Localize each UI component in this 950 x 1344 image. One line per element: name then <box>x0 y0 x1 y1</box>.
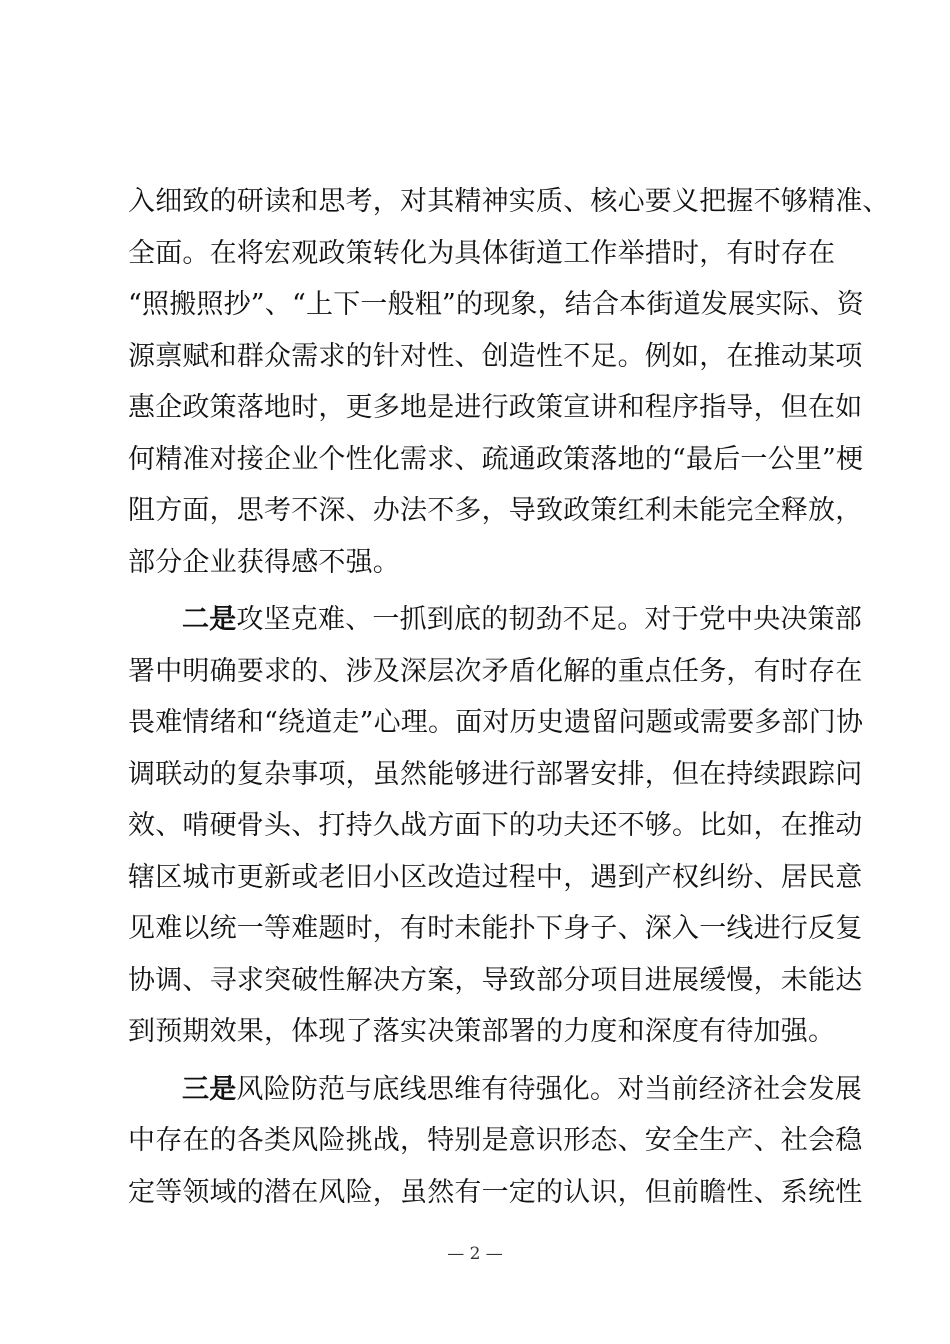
text-line: 协调、寻求突破性解决方案，导致部分项目进展缓慢，未能达 <box>128 964 863 996</box>
text-run: 风险防范与底线思维有待强化。对当前经济社会发展 <box>236 1073 863 1105</box>
text-line: 阻方面，思考不深、办法不多，导致政策红利未能完全释放， <box>128 495 863 526</box>
page-number: — 2 — <box>447 1244 503 1264</box>
text-line: 辖区城市更新或老旧小区改造过程中，遇到产权纠纷、居民意 <box>128 861 863 893</box>
body-text <box>128 176 890 1218</box>
text-line: 全面。在将宏观政策转化为具体街道工作举措时，有时存在 <box>128 237 836 269</box>
text-line-first <box>128 1064 863 1116</box>
text-line: 中存在的各类风险挑战，特别是意识形态、安全生产、社会稳 <box>128 1125 863 1156</box>
paragraph-2 <box>128 594 864 1058</box>
text-line: 入细致的研读和思考，对其精神实质、核心要义把握不够精准、 <box>128 186 890 217</box>
text-line: 定等领域的潜在风险，虽然有一定的认识，但前瞻性、系统性 <box>128 1176 863 1208</box>
paragraph-lead: 二是 <box>182 604 237 635</box>
text-line: 部分企业获得感不强。 <box>128 546 400 578</box>
text-line: 效、啃硬骨头、打持久战方面下的功夫还不够。比如，在推动 <box>128 810 863 841</box>
text-line: 何精准对接企业个性化需求、疏通政策落地的“最后一公里”梗 <box>128 443 864 475</box>
text-line: 源禀赋和群众需求的针对性、创造性不足。例如，在推动某项 <box>128 340 863 372</box>
text-line-first <box>128 594 863 646</box>
paragraph-1 <box>128 176 890 588</box>
text-line: 见难以统一等难题时，有时未能扑下身子、深入一线进行反复 <box>128 913 863 944</box>
paragraph-3 <box>128 1064 863 1219</box>
text-line: 调联动的复杂事项，虽然能够进行部署安排，但在持续跟踪问 <box>128 758 863 790</box>
text-line: 畏难情绪和“绕道走”心理。面对历史遗留问题或需要多部门协 <box>128 707 864 738</box>
text-line: 惠企政策落地时，更多地是进行政策宣讲和程序指导，但在如 <box>128 392 863 423</box>
text-line: “照搬照抄”、“上下一般粗”的现象，结合本街道发展实际、资 <box>128 289 865 320</box>
text-line: 到预期效果，体现了落实决策部署的力度和深度有待加强。 <box>128 1016 836 1047</box>
text-line: 署中明确要求的、涉及深层次矛盾化解的重点任务，有时存在 <box>128 655 863 687</box>
text-run: 攻坚克难、一抓到底的韧劲不足。对于党中央决策部 <box>236 604 863 635</box>
paragraph-lead: 三是 <box>182 1073 237 1105</box>
